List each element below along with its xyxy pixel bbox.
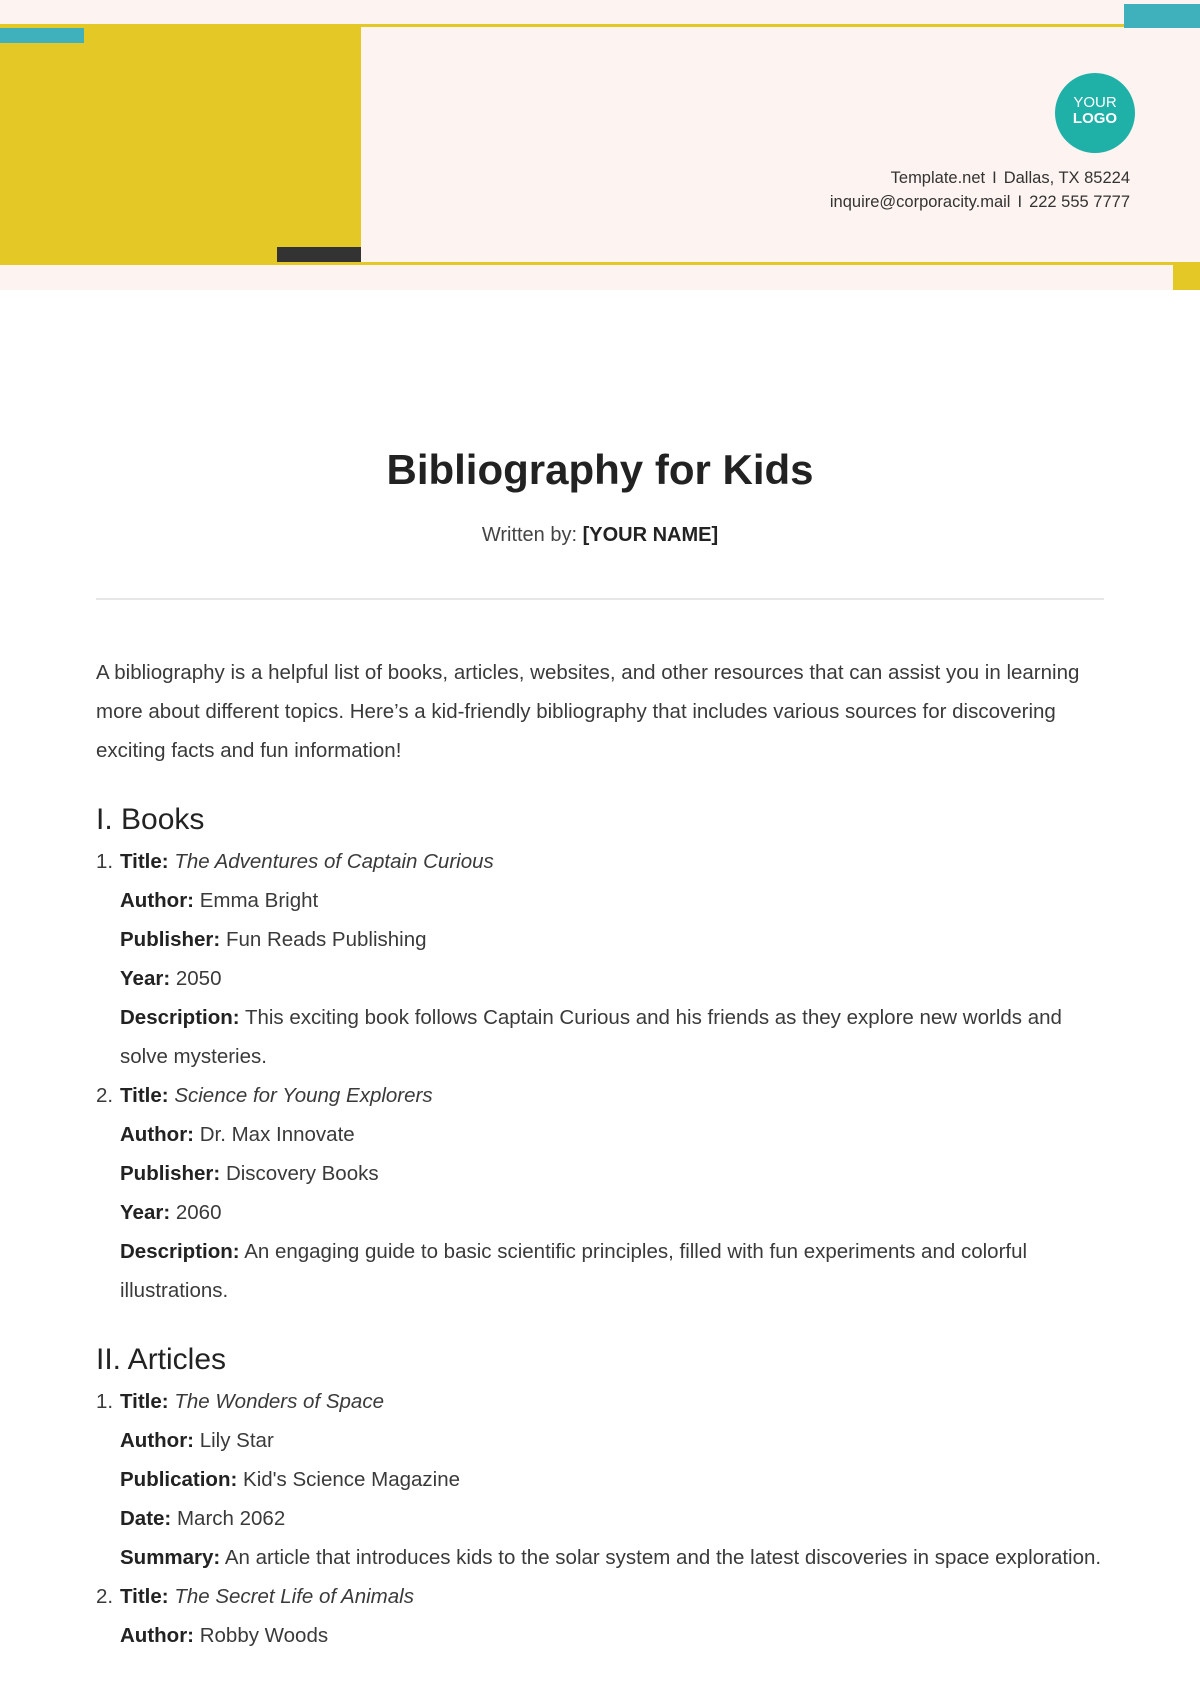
header-dark-accent — [277, 247, 361, 263]
publication-field — [120, 1460, 1104, 1499]
contact-separator: I — [1017, 193, 1023, 211]
company-email: inquire@corporacity.mail — [829, 193, 1011, 211]
field-label: Description: — [120, 1240, 240, 1263]
field-label: Author: — [120, 1429, 195, 1452]
company-logo — [1055, 73, 1135, 153]
company-phone: 222 555 7777 — [1029, 193, 1130, 211]
author-value: Dr. Max Innovate — [199, 1123, 355, 1146]
contact-info — [830, 166, 1130, 214]
header-bottom-line — [0, 262, 1173, 265]
summary-value: An article that introduces kids to the solar system and the latest discoveries in space exploration. — [224, 1546, 1102, 1569]
author-value: Emma Bright — [199, 889, 319, 912]
author-field — [120, 1115, 1104, 1154]
article-title: The Secret Life of Animals — [174, 1585, 414, 1608]
author-field — [120, 881, 1104, 920]
item-number: 1. — [96, 1390, 114, 1413]
list-item — [96, 1382, 1104, 1577]
publisher-value: Discovery Books — [225, 1162, 379, 1185]
field-label: Date: — [120, 1507, 172, 1530]
field-label: Summary: — [120, 1546, 221, 1569]
list-item — [96, 842, 1104, 1076]
field-label: Title: — [120, 1585, 169, 1608]
publication-value: Kid's Science Magazine — [243, 1468, 461, 1491]
header-teal-accent-left — [0, 28, 84, 43]
author-field — [120, 1421, 1104, 1460]
publisher-field — [120, 920, 1104, 959]
date-value: March 2062 — [176, 1507, 286, 1530]
books-list — [96, 842, 1104, 1310]
title-field — [120, 1382, 1104, 1421]
article-title: The Wonders of Space — [174, 1390, 384, 1413]
divider — [96, 598, 1104, 600]
title-field — [120, 842, 1104, 881]
year-field — [120, 1193, 1104, 1232]
field-label: Title: — [120, 1390, 169, 1413]
item-number: 2. — [96, 1084, 114, 1107]
field-label: Year: — [120, 967, 171, 990]
company-location: Dallas, TX 85224 — [1003, 169, 1130, 187]
year-value: 2060 — [175, 1201, 222, 1224]
contact-line-2 — [830, 190, 1130, 214]
description-value: An engaging guide to basic scientific principles, filled with fun experiments and colorful illustrations. — [120, 1240, 1028, 1302]
document-title: Bibliography for Kids — [386, 446, 814, 493]
field-label: Publisher: — [120, 928, 221, 951]
articles-list — [96, 1382, 1104, 1655]
description-value: This exciting book follows Captain Curious and his friends as they explore new worlds and solve mysteries. — [120, 1006, 1062, 1068]
list-item — [96, 1076, 1104, 1310]
byline — [0, 522, 1200, 548]
summary-field — [120, 1538, 1104, 1577]
header-teal-accent-right — [1124, 4, 1200, 28]
author-name: [YOUR NAME] — [582, 524, 719, 546]
author-value: Lily Star — [199, 1429, 274, 1452]
section-heading-books: I. Books — [96, 803, 205, 836]
title-field — [120, 1577, 1104, 1616]
field-label: Author: — [120, 1624, 195, 1647]
book-title: The Adventures of Captain Curious — [174, 850, 494, 873]
book-title: Science for Young Explorers — [174, 1084, 433, 1107]
field-label: Publisher: — [120, 1162, 221, 1185]
field-label: Publication: — [120, 1468, 238, 1491]
intro-paragraph: A bibliography is a helpful list of books, articles, websites, and other resources that can assist you in learning more about different topics. Here’s a kid-friendly bibliography that includes various sources for discovering exciting facts and fun information! — [96, 661, 1080, 762]
contact-separator: I — [992, 169, 997, 187]
header-yellow-block — [0, 27, 361, 263]
author-value: Robby Woods — [199, 1624, 329, 1647]
year-value: 2050 — [175, 967, 222, 990]
description-field — [120, 998, 1104, 1076]
field-label: Title: — [120, 850, 169, 873]
field-label: Description: — [120, 1006, 240, 1029]
year-field — [120, 959, 1104, 998]
item-number: 1. — [96, 850, 114, 873]
document-body — [96, 653, 1104, 1685]
logo-line-1: YOUR — [1073, 94, 1117, 111]
publisher-field — [120, 1154, 1104, 1193]
description-field — [120, 1232, 1104, 1310]
section-heading-articles: II. Articles — [96, 1343, 227, 1376]
logo-line-2: LOGO — [1072, 110, 1118, 127]
field-label: Author: — [120, 889, 195, 912]
field-label: Author: — [120, 1123, 195, 1146]
field-label: Year: — [120, 1201, 171, 1224]
company-name: Template.net — [890, 169, 986, 187]
header-yellow-square — [1173, 262, 1200, 290]
list-item — [96, 1577, 1104, 1655]
publisher-value: Fun Reads Publishing — [225, 928, 427, 951]
author-field — [120, 1616, 1104, 1655]
contact-line-1 — [830, 166, 1130, 190]
item-number: 2. — [96, 1585, 114, 1608]
byline-label: Written by: — [481, 524, 578, 546]
field-label: Title: — [120, 1084, 169, 1107]
title-field — [120, 1076, 1104, 1115]
date-field — [120, 1499, 1104, 1538]
